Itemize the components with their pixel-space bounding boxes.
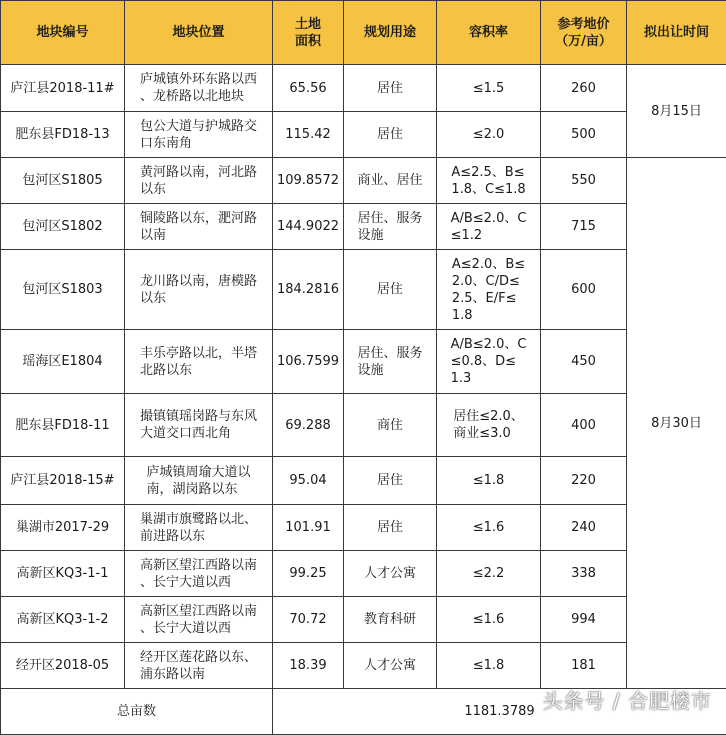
reference-price-cell: 400 — [541, 394, 627, 457]
table-row — [1, 330, 726, 394]
header-plot-ratio: 容积率 — [437, 1, 541, 65]
plot-ratio-cell: ≤2.2 — [437, 551, 541, 597]
reference-price-cell: 450 — [541, 330, 627, 394]
header-auction-date: 拟出让时间 — [627, 1, 726, 65]
land-area-cell: 184.2816 — [273, 250, 344, 330]
plot-id-cell: 经开区2018-05 — [1, 643, 125, 689]
table-row — [1, 597, 726, 643]
header-row — [1, 1, 726, 65]
table-body — [1, 65, 726, 735]
plot-ratio-cell: ≤1.8 — [437, 457, 541, 505]
reference-price-cell: 260 — [541, 65, 627, 112]
table-row — [1, 158, 726, 204]
planned-use-cell: 居住 — [344, 65, 437, 112]
plot-location-cell: 龙川路以南，唐模路 以东 — [125, 250, 273, 330]
table-row — [1, 112, 726, 158]
auction-date-cell: 8月30日 — [627, 158, 726, 689]
reference-price-cell: 338 — [541, 551, 627, 597]
plot-id-cell: 庐江县2018-15# — [1, 457, 125, 505]
reference-price-cell: 550 — [541, 158, 627, 204]
reference-price-cell: 240 — [541, 505, 627, 551]
planned-use-cell: 居住 — [344, 250, 437, 330]
plot-ratio-cell: A/B≤2.0、C ≤1.2 — [437, 204, 541, 250]
planned-use-cell: 居住、服务 设施 — [344, 330, 437, 394]
reference-price-cell: 181 — [541, 643, 627, 689]
plot-ratio-cell: A≤2.0、B≤ 2.0、C/D≤ 2.5、E/F≤ 1.8 — [437, 250, 541, 330]
table-row — [1, 204, 726, 250]
plot-location-cell: 撮镇镇瑶岗路与东风 大道交口西北角 — [125, 394, 273, 457]
reference-price-cell: 500 — [541, 112, 627, 158]
plot-ratio-cell: ≤1.6 — [437, 597, 541, 643]
planned-use-cell: 居住 — [344, 505, 437, 551]
plot-location-cell: 黄河路以南，河北路 以东 — [125, 158, 273, 204]
planned-use-cell: 商业、居住 — [344, 158, 437, 204]
table-row — [1, 551, 726, 597]
plot-id-cell: 瑶海区E1804 — [1, 330, 125, 394]
plot-location-cell: 高新区望江西路以南 、长宁大道以西 — [125, 597, 273, 643]
reference-price-cell: 994 — [541, 597, 627, 643]
plot-id-cell: 肥东县FD18-13 — [1, 112, 125, 158]
planned-use-cell: 居住 — [344, 112, 437, 158]
planned-use-cell: 教育科研 — [344, 597, 437, 643]
plot-id-cell: 包河区S1802 — [1, 204, 125, 250]
plot-id-cell: 巢湖市2017-29 — [1, 505, 125, 551]
plot-ratio-cell: ≤1.6 — [437, 505, 541, 551]
plot-ratio-cell: ≤1.5 — [437, 65, 541, 112]
land-area-cell: 109.8572 — [273, 158, 344, 204]
table-row — [1, 65, 726, 112]
land-area-cell: 95.04 — [273, 457, 344, 505]
plot-location-cell: 庐城镇周瑜大道以 南，湖岗路以东 — [125, 457, 273, 505]
table-row — [1, 643, 726, 689]
header-plot-id: 地块编号 — [1, 1, 125, 65]
plot-ratio-cell: 居住≤2.0、 商业≤3.0 — [437, 394, 541, 457]
land-area-cell: 99.25 — [273, 551, 344, 597]
land-area-cell: 115.42 — [273, 112, 344, 158]
table-row — [1, 250, 726, 330]
plot-id-cell: 庐江县2018-11# — [1, 65, 125, 112]
watermark-text: 头条号 / 合肥楼市 — [543, 685, 712, 714]
plot-id-cell: 包河区S1805 — [1, 158, 125, 204]
planned-use-cell: 居住 — [344, 457, 437, 505]
header-planned-use: 规划用途 — [344, 1, 437, 65]
reference-price-cell: 600 — [541, 250, 627, 330]
table-row — [1, 394, 726, 457]
planned-use-cell: 居住、服务 设施 — [344, 204, 437, 250]
land-area-cell: 18.39 — [273, 643, 344, 689]
planned-use-cell: 商住 — [344, 394, 437, 457]
land-area-cell: 101.91 — [273, 505, 344, 551]
plot-location-cell: 铜陵路以东，淝河路 以南 — [125, 204, 273, 250]
plot-location-cell: 高新区望江西路以南 、长宁大道以西 — [125, 551, 273, 597]
plot-ratio-cell: ≤2.0 — [437, 112, 541, 158]
land-area-cell: 144.9022 — [273, 204, 344, 250]
land-area-cell: 65.56 — [273, 65, 344, 112]
auction-date-cell: 8月15日 — [627, 65, 726, 158]
plot-id-cell: 高新区KQ3-1-2 — [1, 597, 125, 643]
header-land-area: 土地 面积 — [273, 1, 344, 65]
plot-ratio-cell: A≤2.5、B≤ 1.8、C≤1.8 — [437, 158, 541, 204]
plot-location-cell: 包公大道与护城路交 口东南角 — [125, 112, 273, 158]
reference-price-cell: 715 — [541, 204, 627, 250]
land-area-cell: 70.72 — [273, 597, 344, 643]
plot-location-cell: 经开区莲花路以东、 浦东路以南 — [125, 643, 273, 689]
land-area-cell: 106.7599 — [273, 330, 344, 394]
plot-location-cell: 巢湖市旗鹭路以北、 前进路以东 — [125, 505, 273, 551]
total-area-cell: 1181.3789 — [273, 689, 726, 735]
plot-id-cell: 包河区S1803 — [1, 250, 125, 330]
total-label-cell: 总亩数 — [1, 689, 273, 735]
plot-id-cell: 高新区KQ3-1-1 — [1, 551, 125, 597]
header-plot-location: 地块位置 — [125, 1, 273, 65]
land-area-cell: 69.288 — [273, 394, 344, 457]
plot-ratio-cell: ≤1.8 — [437, 643, 541, 689]
plot-location-cell: 庐城镇外环东路以西 、龙桥路以北地块 — [125, 65, 273, 112]
plot-location-cell: 丰乐亭路以北，半塔 北路以东 — [125, 330, 273, 394]
reference-price-cell: 220 — [541, 457, 627, 505]
plot-ratio-cell: A/B≤2.0、C ≤0.8、D≤ 1.3 — [437, 330, 541, 394]
header-reference-price: 参考地价 （万/亩） — [541, 1, 627, 65]
table-row — [1, 457, 726, 505]
plot-id-cell: 肥东县FD18-11 — [1, 394, 125, 457]
planned-use-cell: 人才公寓 — [344, 643, 437, 689]
table-row — [1, 505, 726, 551]
planned-use-cell: 人才公寓 — [344, 551, 437, 597]
